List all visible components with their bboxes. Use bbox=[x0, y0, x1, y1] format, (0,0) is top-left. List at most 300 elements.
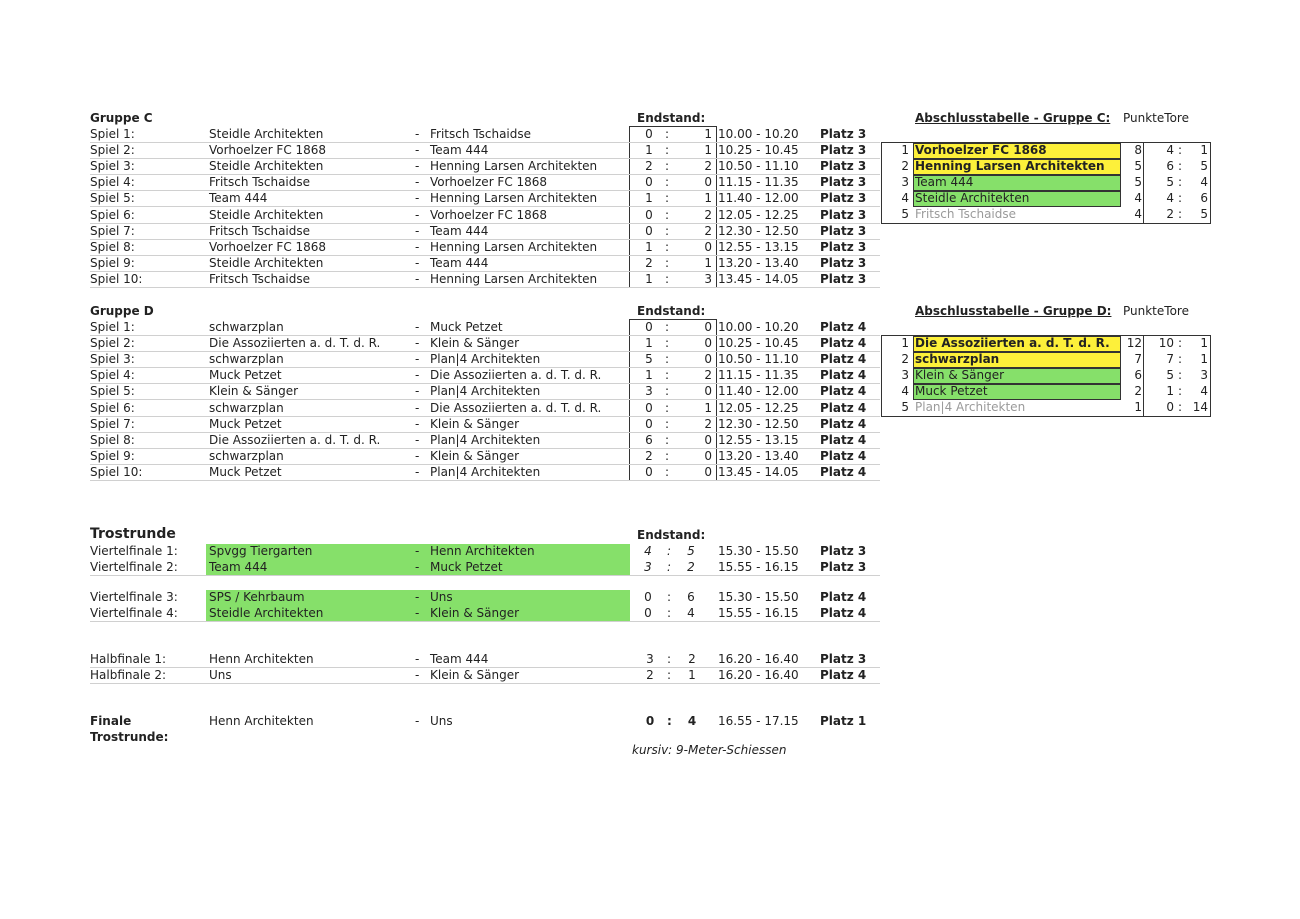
game-label: Spiel 7: bbox=[90, 223, 135, 238]
away-team: Team 444 bbox=[430, 652, 489, 666]
standings-header: PunkteTore bbox=[1123, 111, 1189, 125]
home-team: Steidle Architekten bbox=[209, 207, 324, 222]
away-team: Plan|4 Architekten bbox=[430, 384, 541, 399]
goals-colon: : bbox=[1178, 159, 1183, 173]
score-colon: : bbox=[665, 223, 670, 238]
home-score: 0 bbox=[645, 464, 653, 479]
pitch-label: Platz 3 bbox=[820, 143, 867, 158]
away-score: 2 bbox=[704, 368, 712, 383]
home-team: Team 444 bbox=[209, 560, 268, 574]
row-divider bbox=[90, 287, 880, 288]
goals-colon: : bbox=[1178, 191, 1183, 205]
points: 4 bbox=[1134, 191, 1142, 205]
game-label: Spiel 2: bbox=[90, 143, 135, 158]
game-label: Spiel 10: bbox=[90, 464, 143, 479]
game-label: Spiel 8: bbox=[90, 239, 135, 254]
goals-colon: : bbox=[1178, 336, 1183, 350]
game-label: Spiel 1: bbox=[90, 127, 135, 141]
home-team: schwarzplan bbox=[209, 320, 284, 334]
goals-colon: : bbox=[1178, 384, 1183, 398]
pitch-label: Platz 4 bbox=[820, 606, 867, 620]
home-team: Uns bbox=[209, 668, 232, 682]
time-slot: 12.05 - 12.25 bbox=[718, 400, 799, 415]
points: 6 bbox=[1134, 368, 1142, 382]
rank: 3 bbox=[901, 368, 909, 382]
pitch-label: Platz 3 bbox=[820, 255, 867, 270]
away-score: 2 bbox=[704, 207, 712, 222]
separator: - bbox=[415, 384, 420, 399]
round-label: Halbfinale 1: bbox=[90, 652, 167, 666]
away-team: Henning Larsen Architekten bbox=[430, 159, 598, 174]
away-team: Plan|4 Architekten bbox=[430, 352, 541, 367]
home-team: Steidle Architekten bbox=[209, 127, 324, 141]
away-score: 2 bbox=[688, 652, 696, 666]
home-score: 0 bbox=[645, 175, 653, 190]
score-colon: : bbox=[665, 320, 670, 334]
away-score: 1 bbox=[704, 255, 712, 270]
separator: - bbox=[415, 652, 420, 666]
home-team: Spvgg Tiergarten bbox=[209, 544, 313, 558]
team-name: Muck Petzet bbox=[915, 384, 988, 398]
pitch-label: Platz 3 bbox=[820, 223, 867, 238]
away-team: Henn Architekten bbox=[430, 544, 535, 558]
time-slot: 12.55 - 13.15 bbox=[718, 239, 799, 254]
away-team: Uns bbox=[430, 714, 453, 728]
column-line bbox=[1143, 335, 1144, 417]
separator: - bbox=[415, 544, 420, 558]
away-team: Klein & Sänger bbox=[430, 416, 520, 431]
score-colon: : bbox=[665, 175, 670, 190]
rank: 1 bbox=[901, 143, 909, 157]
away-team: Henning Larsen Architekten bbox=[430, 271, 598, 286]
home-score: 0 bbox=[644, 590, 652, 604]
rank: 2 bbox=[901, 352, 909, 366]
goals-against: 1 bbox=[1200, 143, 1208, 157]
pitch-label: Platz 4 bbox=[820, 448, 867, 463]
score-colon: : bbox=[665, 159, 670, 174]
score-colon: : bbox=[665, 127, 670, 141]
separator: - bbox=[415, 175, 420, 190]
separator: - bbox=[415, 255, 420, 270]
pitch-label: Platz 3 bbox=[820, 127, 867, 141]
pitch-label: Platz 4 bbox=[820, 336, 867, 351]
pitch-label: Platz 4 bbox=[820, 416, 867, 431]
endstand-label: Endstand: bbox=[637, 111, 706, 125]
round-label: Halbfinale 2: bbox=[90, 668, 167, 682]
team-name: schwarzplan bbox=[915, 352, 1000, 366]
home-team: Die Assoziierten a. d. T. d. R. bbox=[209, 336, 381, 351]
away-score: 0 bbox=[704, 464, 712, 479]
points: 5 bbox=[1134, 175, 1142, 189]
time-slot: 10.25 - 10.45 bbox=[718, 336, 799, 351]
away-team: Team 444 bbox=[430, 143, 489, 158]
away-team: Henning Larsen Architekten bbox=[430, 239, 598, 254]
points: 4 bbox=[1134, 207, 1142, 221]
team-name: Die Assoziierten a. d. T. d. R. bbox=[915, 336, 1110, 350]
goals-against: 5 bbox=[1200, 159, 1208, 173]
rank: 5 bbox=[901, 400, 909, 414]
home-team: schwarzplan bbox=[209, 352, 284, 367]
round-label: Viertelfinale 3: bbox=[90, 590, 178, 604]
goals-for: 5 bbox=[1166, 368, 1174, 382]
home-team: Steidle Architekten bbox=[209, 606, 324, 620]
group-title: Gruppe D bbox=[90, 304, 154, 318]
home-team: Vorhoelzer FC 1868 bbox=[209, 143, 327, 158]
goals-for: 10 bbox=[1158, 336, 1174, 350]
time-slot: 11.15 - 11.35 bbox=[718, 368, 799, 383]
team-name: Henning Larsen Architekten bbox=[915, 159, 1105, 173]
score-colon: : bbox=[667, 590, 672, 604]
endstand-label: Endstand: bbox=[637, 304, 706, 318]
home-team: Fritsch Tschaidse bbox=[209, 271, 311, 286]
team-name: Fritsch Tschaidse bbox=[915, 207, 1017, 221]
separator: - bbox=[415, 352, 420, 367]
goals-colon: : bbox=[1178, 368, 1183, 382]
score-colon: : bbox=[665, 207, 670, 222]
game-label: Spiel 2: bbox=[90, 336, 135, 351]
home-score: 1 bbox=[645, 239, 653, 254]
goals-against: 4 bbox=[1200, 175, 1208, 189]
score-colon: : bbox=[667, 652, 672, 666]
home-team: Steidle Architekten bbox=[209, 159, 324, 174]
goals-colon: : bbox=[1178, 143, 1183, 157]
away-score: 4 bbox=[687, 714, 697, 728]
away-team: Klein & Sänger bbox=[430, 336, 520, 351]
home-score: 1 bbox=[645, 336, 653, 351]
goals-against: 1 bbox=[1200, 336, 1208, 350]
away-team: Die Assoziierten a. d. T. d. R. bbox=[430, 368, 602, 383]
away-team: Plan|4 Architekten bbox=[430, 432, 541, 447]
team-name: Klein & Sänger bbox=[915, 368, 1005, 382]
home-team: Die Assoziierten a. d. T. d. R. bbox=[209, 432, 381, 447]
time-slot: 11.40 - 12.00 bbox=[718, 191, 799, 206]
away-team: Henning Larsen Architekten bbox=[430, 191, 598, 206]
home-score: 5 bbox=[645, 352, 653, 367]
away-score: 1 bbox=[704, 191, 712, 206]
row-divider bbox=[90, 621, 880, 622]
game-label: Spiel 3: bbox=[90, 159, 135, 174]
time-slot: 15.30 - 15.50 bbox=[718, 590, 799, 604]
home-score: 0 bbox=[645, 207, 653, 222]
home-score: 0 bbox=[644, 606, 652, 620]
score-colon: : bbox=[665, 416, 670, 431]
game-label: Spiel 4: bbox=[90, 175, 135, 190]
pitch-label: Platz 4 bbox=[820, 368, 867, 383]
away-score: 3 bbox=[704, 271, 712, 286]
pitch-label: Platz 3 bbox=[820, 159, 867, 174]
standings-title: Abschlusstabelle - Gruppe C: bbox=[915, 111, 1111, 125]
game-label: Spiel 1: bbox=[90, 320, 135, 334]
group-title: Gruppe C bbox=[90, 111, 153, 125]
time-slot: 13.20 - 13.40 bbox=[718, 255, 799, 270]
home-score: 0 bbox=[645, 223, 653, 238]
separator: - bbox=[415, 271, 420, 286]
rank: 2 bbox=[901, 159, 909, 173]
points: 8 bbox=[1134, 143, 1142, 157]
separator: - bbox=[415, 464, 420, 479]
away-score: 1 bbox=[704, 143, 712, 158]
legend-note: kursiv: 9-Meter-Schiessen bbox=[632, 743, 787, 757]
home-team: schwarzplan bbox=[209, 448, 284, 463]
endstand-label: Endstand: bbox=[637, 528, 706, 542]
score-colon: : bbox=[665, 432, 670, 447]
away-score: 1 bbox=[688, 668, 696, 682]
away-score: 0 bbox=[704, 175, 712, 190]
round-label: Viertelfinale 4: bbox=[90, 606, 178, 620]
game-label: Spiel 6: bbox=[90, 400, 135, 415]
points: 5 bbox=[1134, 159, 1142, 173]
away-score: 0 bbox=[704, 336, 712, 351]
goals-for: 1 bbox=[1166, 384, 1174, 398]
away-score: 1 bbox=[704, 400, 712, 415]
away-score: 2 bbox=[704, 223, 712, 238]
separator: - bbox=[415, 159, 420, 174]
home-team: Vorhoelzer FC 1868 bbox=[209, 239, 327, 254]
away-team: Muck Petzet bbox=[430, 560, 503, 574]
goals-for: 6 bbox=[1166, 159, 1174, 173]
home-team: Muck Petzet bbox=[209, 416, 282, 431]
home-score: 1 bbox=[645, 368, 653, 383]
game-label: Spiel 9: bbox=[90, 255, 135, 270]
home-score: 2 bbox=[646, 668, 654, 682]
points: 2 bbox=[1134, 384, 1142, 398]
score-colon: : bbox=[665, 352, 670, 367]
away-team: Team 444 bbox=[430, 255, 489, 270]
round-label: Trostrunde: bbox=[90, 730, 169, 744]
pitch-label: Platz 4 bbox=[820, 432, 867, 447]
goals-against: 14 bbox=[1192, 400, 1208, 414]
column-line bbox=[1143, 142, 1144, 224]
home-score: 4 bbox=[644, 544, 652, 558]
time-slot: 16.55 - 17.15 bbox=[718, 714, 799, 728]
team-name: Vorhoelzer FC 1868 bbox=[915, 143, 1047, 157]
home-team: Muck Petzet bbox=[209, 368, 282, 383]
away-score: 6 bbox=[687, 590, 695, 604]
score-colon: : bbox=[665, 191, 670, 206]
away-team: Die Assoziierten a. d. T. d. R. bbox=[430, 400, 602, 415]
game-label: Spiel 6: bbox=[90, 207, 135, 222]
home-score: 0 bbox=[645, 320, 653, 334]
pitch-label: Platz 3 bbox=[820, 207, 867, 222]
separator: - bbox=[415, 432, 420, 447]
time-slot: 16.20 - 16.40 bbox=[718, 652, 799, 666]
away-score: 0 bbox=[704, 432, 712, 447]
game-label: Spiel 4: bbox=[90, 368, 135, 383]
goals-for: 4 bbox=[1166, 191, 1174, 205]
home-team: Fritsch Tschaidse bbox=[209, 223, 311, 238]
time-slot: 10.50 - 11.10 bbox=[718, 159, 799, 174]
away-team: Plan|4 Architekten bbox=[430, 464, 541, 479]
separator: - bbox=[415, 590, 420, 604]
away-score: 0 bbox=[704, 384, 712, 399]
time-slot: 12.55 - 13.15 bbox=[718, 432, 799, 447]
away-score: 0 bbox=[704, 448, 712, 463]
score-colon: : bbox=[667, 544, 672, 558]
home-score: 0 bbox=[645, 416, 653, 431]
away-score: 0 bbox=[704, 352, 712, 367]
away-team: Muck Petzet bbox=[430, 320, 503, 334]
pitch-label: Platz 4 bbox=[820, 464, 867, 479]
home-team: Klein & Sänger bbox=[209, 384, 299, 399]
row-divider bbox=[90, 683, 880, 684]
pitch-label: Platz 3 bbox=[820, 239, 867, 254]
goals-colon: : bbox=[1178, 400, 1183, 414]
away-team: Klein & Sänger bbox=[430, 448, 520, 463]
separator: - bbox=[415, 239, 420, 254]
rank: 5 bbox=[901, 207, 909, 221]
home-score: 3 bbox=[645, 384, 653, 399]
pitch-label: Platz 3 bbox=[820, 191, 867, 206]
time-slot: 10.00 - 10.20 bbox=[718, 320, 799, 334]
away-score: 2 bbox=[704, 416, 712, 431]
row-divider bbox=[90, 575, 880, 576]
home-score: 0 bbox=[645, 127, 653, 141]
home-score: 2 bbox=[645, 448, 653, 463]
round-label: Finale bbox=[90, 714, 132, 728]
time-slot: 13.45 - 14.05 bbox=[718, 464, 799, 479]
home-score: 3 bbox=[646, 652, 654, 666]
pitch-label: Platz 4 bbox=[820, 352, 867, 367]
away-score: 2 bbox=[704, 159, 712, 174]
home-team: Henn Architekten bbox=[209, 652, 314, 666]
time-slot: 15.55 - 16.15 bbox=[718, 560, 799, 574]
away-team: Team 444 bbox=[430, 223, 489, 238]
goals-for: 5 bbox=[1166, 175, 1174, 189]
pitch-label: Platz 4 bbox=[820, 668, 867, 682]
away-team: Vorhoelzer FC 1868 bbox=[430, 175, 548, 190]
home-score: 0 bbox=[645, 400, 653, 415]
away-score: 2 bbox=[687, 560, 695, 574]
standings-header: PunkteTore bbox=[1123, 304, 1189, 318]
away-team: Klein & Sänger bbox=[430, 668, 520, 682]
home-score: 0 bbox=[645, 714, 655, 728]
separator: - bbox=[415, 320, 420, 334]
home-team: Muck Petzet bbox=[209, 464, 282, 479]
pitch-label: Platz 3 bbox=[820, 652, 867, 666]
away-team: Klein & Sänger bbox=[430, 606, 520, 620]
goals-against: 1 bbox=[1200, 352, 1208, 366]
score-colon: : bbox=[665, 255, 670, 270]
time-slot: 10.00 - 10.20 bbox=[718, 127, 799, 141]
pitch-label: Platz 3 bbox=[820, 560, 867, 574]
pitch-label: Platz 4 bbox=[820, 400, 867, 415]
away-score: 0 bbox=[704, 239, 712, 254]
time-slot: 12.30 - 12.50 bbox=[718, 223, 799, 238]
goals-for: 7 bbox=[1166, 352, 1174, 366]
home-team: SPS / Kehrbaum bbox=[209, 590, 305, 604]
game-label: Spiel 9: bbox=[90, 448, 135, 463]
time-slot: 10.50 - 11.10 bbox=[718, 352, 799, 367]
away-score: 1 bbox=[704, 127, 712, 141]
game-label: Spiel 8: bbox=[90, 432, 135, 447]
score-colon: : bbox=[665, 143, 670, 158]
pitch-label: Platz 4 bbox=[820, 384, 867, 399]
score-colon: : bbox=[667, 606, 672, 620]
pitch-label: Platz 1 bbox=[820, 714, 867, 728]
goals-against: 3 bbox=[1200, 368, 1208, 382]
goals-for: 2 bbox=[1166, 207, 1174, 221]
goals-colon: : bbox=[1178, 207, 1183, 221]
time-slot: 11.15 - 11.35 bbox=[718, 175, 799, 190]
goals-against: 6 bbox=[1200, 191, 1208, 205]
time-slot: 12.05 - 12.25 bbox=[718, 207, 799, 222]
game-label: Spiel 3: bbox=[90, 352, 135, 367]
score-colon: : bbox=[665, 368, 670, 383]
separator: - bbox=[415, 223, 420, 238]
separator: - bbox=[415, 448, 420, 463]
goals-against: 4 bbox=[1200, 384, 1208, 398]
home-score: 1 bbox=[645, 271, 653, 286]
away-score: 5 bbox=[687, 544, 695, 558]
round-label: Viertelfinale 1: bbox=[90, 544, 178, 558]
team-name: Steidle Architekten bbox=[915, 191, 1030, 205]
rank: 4 bbox=[901, 384, 909, 398]
separator: - bbox=[415, 560, 420, 574]
away-team: Vorhoelzer FC 1868 bbox=[430, 207, 548, 222]
separator: - bbox=[415, 668, 420, 682]
time-slot: 13.20 - 13.40 bbox=[718, 448, 799, 463]
team-name: Plan|4 Architekten bbox=[915, 400, 1026, 414]
home-score: 3 bbox=[644, 560, 652, 574]
score-colon: : bbox=[665, 384, 670, 399]
away-score: 4 bbox=[687, 606, 695, 620]
standings-title: Abschlusstabelle - Gruppe D: bbox=[915, 304, 1112, 318]
home-score: 6 bbox=[645, 432, 653, 447]
away-team: Uns bbox=[430, 590, 453, 604]
home-score: 2 bbox=[645, 159, 653, 174]
separator: - bbox=[415, 143, 420, 158]
time-slot: 10.25 - 10.45 bbox=[718, 143, 799, 158]
separator: - bbox=[415, 416, 420, 431]
score-colon: : bbox=[667, 714, 672, 728]
pitch-label: Platz 3 bbox=[820, 544, 867, 558]
separator: - bbox=[415, 368, 420, 383]
round-label: Viertelfinale 2: bbox=[90, 560, 178, 574]
time-slot: 15.55 - 16.15 bbox=[718, 606, 799, 620]
time-slot: 12.30 - 12.50 bbox=[718, 416, 799, 431]
score-colon: : bbox=[665, 239, 670, 254]
game-label: Spiel 7: bbox=[90, 416, 135, 431]
score-colon: : bbox=[665, 464, 670, 479]
separator: - bbox=[415, 714, 420, 728]
time-slot: 11.40 - 12.00 bbox=[718, 384, 799, 399]
home-team: schwarzplan bbox=[209, 400, 284, 415]
pitch-label: Platz 3 bbox=[820, 175, 867, 190]
home-team: Fritsch Tschaidse bbox=[209, 175, 311, 190]
pitch-label: Platz 4 bbox=[820, 320, 867, 334]
separator: - bbox=[415, 127, 420, 141]
goals-for: 4 bbox=[1166, 143, 1174, 157]
score-colon: : bbox=[665, 336, 670, 351]
goals-colon: : bbox=[1178, 175, 1183, 189]
home-team: Team 444 bbox=[209, 191, 268, 206]
home-score: 2 bbox=[645, 255, 653, 270]
time-slot: 15.30 - 15.50 bbox=[718, 544, 799, 558]
score-colon: : bbox=[665, 448, 670, 463]
pitch-label: Platz 4 bbox=[820, 590, 867, 604]
points: 1 bbox=[1134, 400, 1142, 414]
score-colon: : bbox=[665, 400, 670, 415]
time-slot: 16.20 - 16.40 bbox=[718, 668, 799, 682]
home-team: Henn Architekten bbox=[209, 714, 314, 728]
home-score: 1 bbox=[645, 191, 653, 206]
goals-colon: : bbox=[1178, 352, 1183, 366]
game-label: Spiel 5: bbox=[90, 191, 135, 206]
score-colon: : bbox=[665, 271, 670, 286]
game-label: Spiel 5: bbox=[90, 384, 135, 399]
points: 12 bbox=[1126, 336, 1142, 350]
goals-for: 0 bbox=[1166, 400, 1174, 414]
